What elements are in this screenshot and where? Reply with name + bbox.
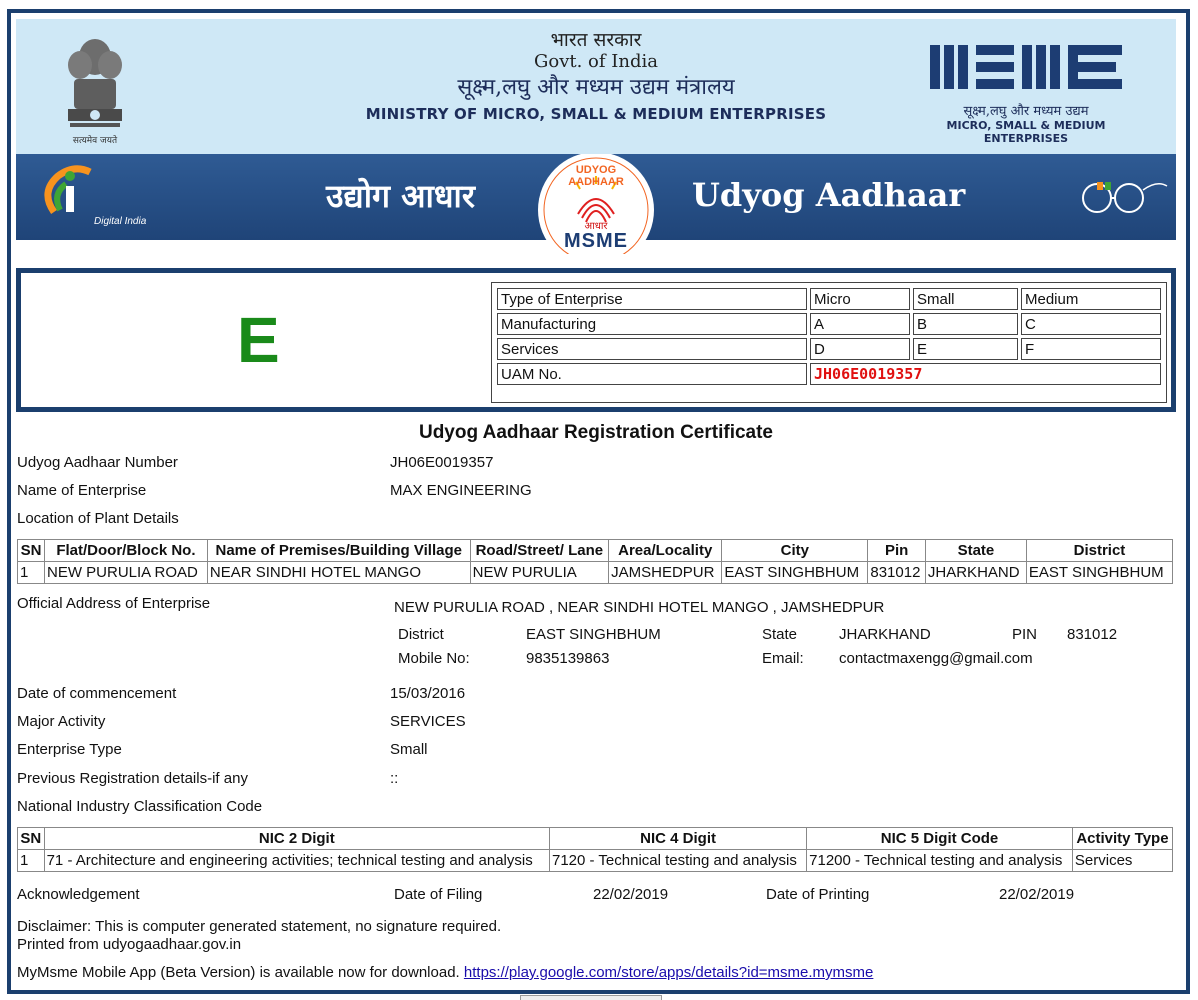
- table-header: Activity Type: [1072, 828, 1172, 850]
- table-cell: Services: [497, 338, 807, 360]
- filing-date-label: Date of Filing: [394, 886, 483, 903]
- enterprise-name-label: Name of Enterprise: [17, 482, 147, 499]
- table-cell: 1: [18, 850, 45, 872]
- table-header: Flat/Door/Block No.: [45, 540, 208, 562]
- previous-registration-value: ::: [390, 770, 399, 787]
- udyog-aadhaar-hindi: उद्योग आधार: [326, 177, 475, 215]
- pin-value: 831012: [1067, 626, 1118, 643]
- official-address-label: Official Address of Enterprise: [17, 595, 211, 612]
- table-header-row: [18, 828, 1173, 850]
- table-cell: Services: [1072, 850, 1172, 872]
- table-cell: NEW PURULIA ROAD: [45, 562, 208, 584]
- ministry-title-block: [316, 29, 876, 125]
- table-header: NIC 2 Digit: [44, 828, 549, 850]
- enterprise-name-value: MAX ENGINEERING: [390, 482, 532, 499]
- table-row: [18, 850, 1173, 872]
- table-cell: 7120 - Technical testing and analysis: [550, 850, 807, 872]
- mobile-value: 9835139863: [526, 650, 610, 667]
- pin-label: PIN: [1012, 626, 1038, 643]
- table-row: [18, 562, 1173, 584]
- table-cell: 1: [18, 562, 45, 584]
- filing-date-value: 22/02/2019: [593, 886, 669, 903]
- table-row: [497, 288, 1161, 310]
- district-value: EAST SINGHBHUM: [526, 626, 661, 643]
- govt-english: Govt. of India: [534, 51, 658, 72]
- email-label: Email:: [762, 650, 804, 667]
- table-header-row: [18, 540, 1173, 562]
- commencement-label: Date of commencement: [17, 685, 177, 702]
- table-cell: JHARKHAND: [925, 562, 1026, 584]
- ministry-hindi: सूक्ष्म,लघु और मध्यम उद्यम मंत्रालय: [457, 75, 735, 100]
- table-header: SN: [18, 828, 45, 850]
- digital-india-label: Digital India: [94, 216, 147, 227]
- table-row: [497, 363, 1161, 385]
- email-value: contactmaxengg@gmail.com: [839, 650, 1033, 667]
- ministry-english: MINISTRY OF MICRO, SMALL & MEDIUM ENTERPRISES: [365, 105, 827, 123]
- table-header: Area/Locality: [609, 540, 722, 562]
- printing-date-label: Date of Printing: [766, 886, 870, 903]
- acknowledgement-label: Acknowledgement: [17, 886, 140, 903]
- table-cell: Type of Enterprise: [497, 288, 807, 310]
- udyog-aadhaar-banner: [16, 154, 1176, 252]
- table-cell: JAMSHEDPUR: [609, 562, 722, 584]
- table-cell: F: [1021, 338, 1161, 360]
- seal-msme-text: MSME: [564, 230, 628, 252]
- plant-details-label: Location of Plant Details: [17, 510, 179, 527]
- aadhaar-number-label: Udyog Aadhaar Number: [17, 454, 178, 471]
- table-cell: Micro: [810, 288, 910, 310]
- govt-hindi: भारत सरकार: [550, 29, 642, 51]
- table-header: SN: [18, 540, 45, 562]
- major-activity-label: Major Activity: [17, 713, 106, 730]
- previous-registration-label: Previous Registration details-if any: [17, 770, 248, 787]
- print-button[interactable]: [520, 995, 662, 1000]
- plant-details-table: [17, 539, 1173, 584]
- msme-logo: [906, 41, 1146, 151]
- digital-india-logo-icon: [34, 162, 154, 232]
- major-activity-value: SERVICES: [390, 713, 466, 730]
- emblem-motto: सत्यमेव जयते: [72, 136, 118, 146]
- table-row: [497, 313, 1161, 335]
- udyog-aadhaar-seal: [528, 154, 664, 254]
- mobile-app-link[interactable]: https://play.google.com/store/apps/details?id=msme.mymsme: [463, 964, 874, 981]
- msme-sub-english: MICRO, SMALL & MEDIUM ENTERPRISES: [946, 119, 1106, 145]
- table-cell: Medium: [1021, 288, 1161, 310]
- seal-top-text: UDYOG AADHAAR: [568, 164, 624, 188]
- table-header: Road/Street/ Lane: [470, 540, 608, 562]
- table-cell: D: [810, 338, 910, 360]
- ministry-header: [16, 19, 1176, 154]
- table-cell: 831012: [868, 562, 926, 584]
- table-row: [497, 338, 1161, 360]
- table-cell: EAST SINGHBHUM: [722, 562, 868, 584]
- certificate-title: Udyog Aadhaar Registration Certificate: [418, 422, 774, 443]
- table-cell: Small: [913, 288, 1018, 310]
- enterprise-type-label: Enterprise Type: [17, 741, 122, 758]
- uam-number: JH06E0019357: [810, 363, 1161, 385]
- uam-label: UAM No.: [497, 363, 807, 385]
- enterprise-type-box: [16, 268, 1176, 412]
- table-header: City: [722, 540, 868, 562]
- table-header: Name of Premises/Building Village: [207, 540, 470, 562]
- table-header: NIC 4 Digit: [550, 828, 807, 850]
- table-cell: NEAR SINDHI HOTEL MANGO: [207, 562, 470, 584]
- table-header: NIC 5 Digit Code: [807, 828, 1073, 850]
- table-cell: EAST SINGHBHUM: [1026, 562, 1172, 584]
- table-cell: A: [810, 313, 910, 335]
- national-emblem-icon: [60, 35, 130, 147]
- table-cell: 71 - Architecture and engineering activities; technical testing and analysis: [44, 850, 549, 872]
- official-address-value: NEW PURULIA ROAD , NEAR SINDHI HOTEL MANGO , JAMSHEDPUR: [394, 599, 885, 616]
- mobile-label: Mobile No:: [398, 650, 470, 667]
- enterprise-type-table: [494, 285, 1164, 388]
- table-header: Pin: [868, 540, 926, 562]
- table-cell: Manufacturing: [497, 313, 807, 335]
- msme-logo-icon: [926, 41, 1126, 93]
- enterprise-type-value: Small: [390, 741, 428, 758]
- table-cell: B: [913, 313, 1018, 335]
- state-value: JHARKHAND: [839, 626, 931, 643]
- table-cell: C: [1021, 313, 1161, 335]
- disclaimer-text: Disclaimer: This is computer generated statement, no signature required.: [17, 918, 502, 935]
- table-header: State: [925, 540, 1026, 562]
- nic-code-table: [17, 827, 1173, 872]
- printing-date-value: 22/02/2019: [999, 886, 1075, 903]
- seal-mid-text: आधार: [584, 221, 608, 232]
- udyog-aadhaar-english: Udyog Aadhaar: [692, 176, 966, 214]
- enterprise-type-table-wrapper: [491, 282, 1167, 403]
- nic-code-label: National Industry Classification Code: [17, 798, 263, 815]
- enterprise-category-letter: E: [237, 304, 280, 376]
- mobile-app-text: MyMsme Mobile App (Beta Version) is available now for download.: [17, 964, 460, 981]
- table-cell: E: [913, 338, 1018, 360]
- msme-sub-hindi: सूक्ष्म,लघु और मध्यम उद्यम: [963, 104, 1089, 119]
- aadhaar-number-value: JH06E0019357: [390, 454, 494, 471]
- swachh-bharat-logo-icon: [1061, 176, 1171, 222]
- printed-from-text: Printed from udyogaadhaar.gov.in: [17, 936, 242, 953]
- mobile-app-notice: [17, 964, 873, 981]
- table-header: District: [1026, 540, 1172, 562]
- state-label: State: [762, 626, 798, 643]
- table-cell: 71200 - Technical testing and analysis: [807, 850, 1073, 872]
- district-label: District: [398, 626, 444, 643]
- table-cell: NEW PURULIA: [470, 562, 608, 584]
- commencement-value: 15/03/2016: [390, 685, 466, 702]
